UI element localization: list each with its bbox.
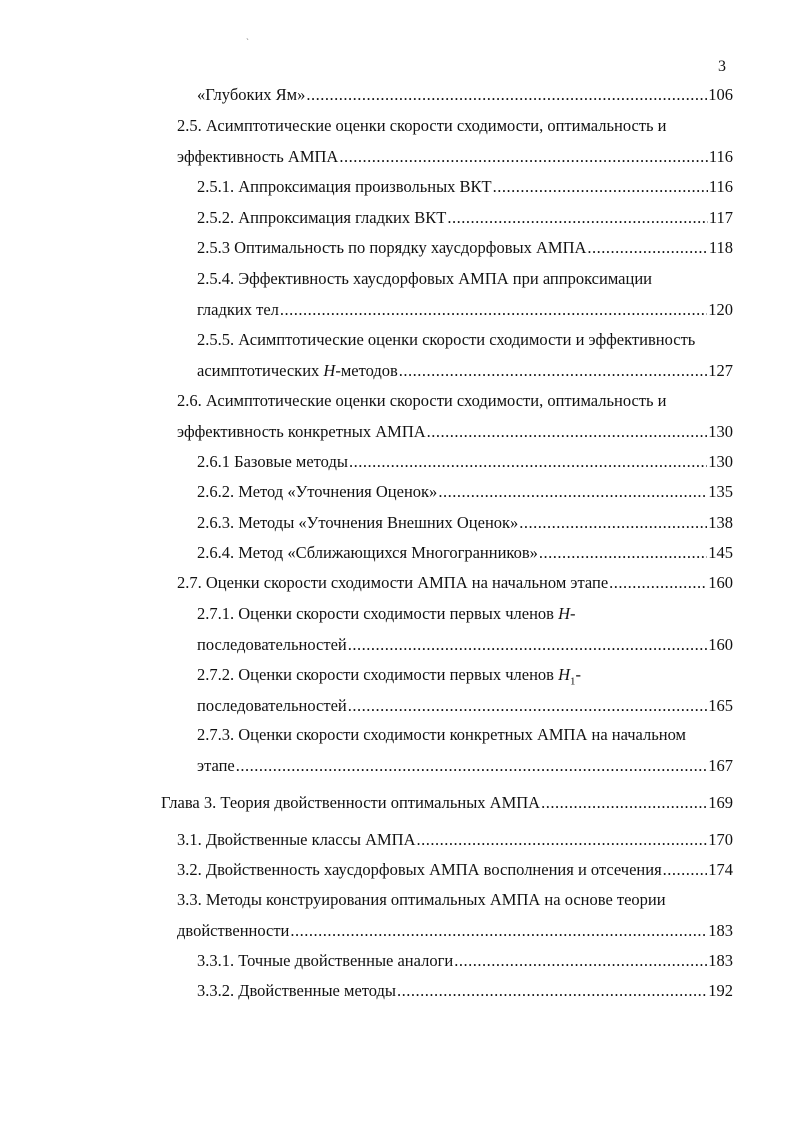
toc-leader-dots <box>306 80 707 110</box>
toc-entry-title: 3.3.1. Точные двойственные аналоги <box>197 951 454 970</box>
toc-leader-dots <box>417 825 708 855</box>
toc-entry-title: 3.3.2. Двойственные методы <box>197 981 397 1000</box>
toc-entry-title-continued: асимптотических H-методов <box>197 361 398 380</box>
toc-entry-page: 130 <box>708 422 733 441</box>
toc-entry-title-continued: этапе <box>197 756 235 775</box>
toc-entry-title: 3.1. Двойственные классы АМПА <box>177 830 416 849</box>
toc-entry-page: 130 <box>708 452 733 471</box>
toc-entry-title: 2.5.2. Аппроксимация гладких ВКТ <box>197 208 447 227</box>
toc-leader-dots <box>348 630 708 660</box>
toc-entry-title: 3.3. Методы конструирования оптимальных АМПА на основе теории <box>177 890 666 909</box>
toc-entry-title: Глава 3. Теория двойственности оптимальных АМПА <box>161 793 541 812</box>
toc-entry-title: 2.6. Асимптотические оценки скорости сходимости, оптимальность и <box>177 391 667 410</box>
italic-symbol: H <box>558 665 571 684</box>
toc-entry-title: 2.6.2. Метод «Уточнения Оценок» <box>197 482 438 501</box>
toc-leader-dots <box>519 508 707 538</box>
toc-leader-dots <box>339 142 708 172</box>
toc-leader-dots <box>427 417 708 447</box>
toc-entry-title: 2.5. Асимптотические оценки скорости сходимости, оптимальность и <box>177 116 667 135</box>
toc-entry-page: 169 <box>708 793 733 812</box>
toc-entry-page: 120 <box>708 300 733 319</box>
toc-entry-page: 183 <box>708 921 733 940</box>
toc-leader-dots <box>447 203 708 233</box>
toc-entry-title: 2.6.1 Базовые методы <box>197 452 348 471</box>
page-number: 3 <box>718 58 726 75</box>
toc-entry-title: 2.7.1. Оценки скорости сходимости первых членов H- <box>197 604 576 623</box>
toc-entry-title: 2.5.3 Оптимальность по порядку хаусдорфовых АМПА <box>197 238 587 257</box>
toc-entry-page: 145 <box>708 543 733 562</box>
toc-entry-page: 116 <box>708 147 733 166</box>
toc-entry-page: 160 <box>708 635 733 654</box>
toc-entry-title-continued: эффективность конкретных АМПА <box>177 422 426 441</box>
toc-entry-title: 2.6.4. Метод «Сближающихся Многогранников» <box>197 543 538 562</box>
toc-entry-title-continued: двойственности <box>177 921 290 940</box>
toc-leader-dots <box>290 916 707 946</box>
toc-entry-title: «Глубоких Ям» <box>197 85 306 104</box>
toc-entry-page: 116 <box>708 177 733 196</box>
toc-leader-dots <box>397 976 707 1006</box>
toc-entry-title-continued: гладких тел <box>197 300 279 319</box>
toc-entry-title-continued: эффективность АМПА <box>177 147 339 166</box>
toc-leader-dots <box>349 447 707 477</box>
toc-leader-dots <box>541 788 707 818</box>
toc-leader-dots <box>399 356 707 386</box>
toc-entry-title-continued: последовательностей <box>197 696 347 715</box>
toc-leader-dots <box>236 751 707 781</box>
toc-entry-title: 2.6.3. Методы «Уточнения Внешних Оценок» <box>197 513 519 532</box>
toc-leader-dots <box>609 568 707 598</box>
toc-leader-dots <box>438 477 707 507</box>
toc-entry-page: 192 <box>708 981 733 1000</box>
italic-symbol: H <box>558 604 571 623</box>
scan-mark: ˎ <box>246 30 249 40</box>
toc-leader-dots <box>493 172 708 202</box>
toc-leader-dots <box>587 233 707 263</box>
toc-entry-page: 170 <box>708 830 733 849</box>
toc-entry-page: 127 <box>708 361 733 380</box>
toc-entry-page: 167 <box>708 756 733 775</box>
toc-leader-dots <box>539 538 707 568</box>
toc-entry-title: 2.7.2. Оценки скорости сходимости первых членов $H_1-$ <box>197 665 582 688</box>
toc-entry-title: 2.7.3. Оценки скорости сходимости конкретных АМПА на начальном <box>197 725 686 744</box>
toc-leader-dots <box>280 295 707 325</box>
toc-entry-page: 135 <box>708 482 733 501</box>
subscript: 1 <box>570 675 576 688</box>
toc-entry-title: 2.7. Оценки скорости сходимости АМПА на начальном этапе <box>177 573 609 592</box>
toc-leader-dots <box>454 946 707 976</box>
toc-entry-page: 183 <box>708 951 733 970</box>
toc-entry-title: 3.2. Двойственность хаусдорфовых АМПА восполнения и отсечения <box>177 860 662 879</box>
toc-entry-page: 118 <box>708 238 733 257</box>
toc-leader-dots <box>348 691 708 721</box>
toc-entry-page: 160 <box>708 573 733 592</box>
toc-entry-title: 2.5.4. Эффективность хаусдорфовых АМПА при аппроксимации <box>197 269 652 288</box>
italic-symbol: H <box>323 361 336 380</box>
toc-leader-dots <box>663 855 708 885</box>
toc-entry-page: 117 <box>708 208 733 227</box>
toc-entry-page: 106 <box>708 85 733 104</box>
toc-entry-title: 2.5.5. Асимптотические оценки скорости сходимости и эффективность <box>197 330 696 349</box>
toc-entry-page: 165 <box>708 696 733 715</box>
toc-entry-title-continued: последовательностей <box>197 635 347 654</box>
toc-entry-title: 2.5.1. Аппроксимация произвольных ВКТ <box>197 177 492 196</box>
toc-entry-page: 138 <box>708 513 733 532</box>
toc-entry-page: 174 <box>708 860 733 879</box>
